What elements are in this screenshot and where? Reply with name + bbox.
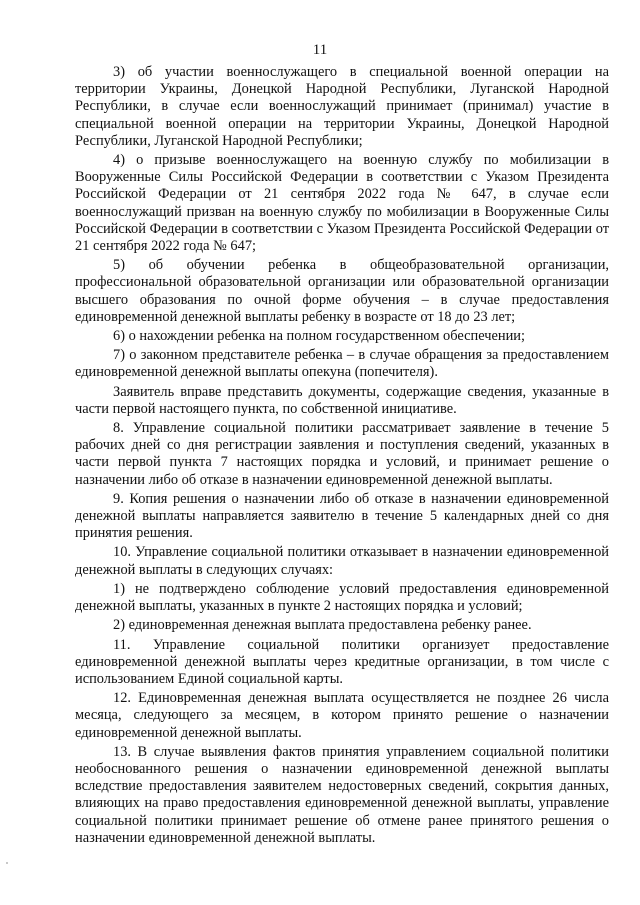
paragraph-section-8: 8. Управление социальной политики рассматривает заявление в течение 5 рабочих дней со дня регистрации заявления и поступления сведений, указанных в части первой пункта 7 настоящих порядка и условий, и принимает решение о назначении либо об отказе в назначении единовременной денежной выплаты.	[75, 420, 609, 488]
paragraph-item-7: 7) о законном представителе ребенка – в случае обращения за предоставлением единовременной денежной выплаты опекуна (попечителя).	[75, 347, 609, 381]
paragraph-section-13: 13. В случае выявления фактов принятия управлением социальной политики необоснованного решения о назначении единовременной денежной выплаты вследствие предоставления заявителем недостоверных сведений, сокрытия данных, влияющих на право предоставления единовременной денежной выплаты, управление социальной политики принимает решение об отмене ранее принятого решения о назначении единовременной денежной выплаты.	[75, 743, 609, 846]
paragraph-applicant-right: Заявитель вправе представить документы, содержащие сведения, указанные в части первой настоящего пункта, по собственной инициативе.	[75, 383, 609, 417]
paragraph-item-6: 6) о нахождении ребенка на полном государственном обеспечении;	[113, 328, 525, 345]
paragraph-section-10-item-2: 2) единовременная денежная выплата предоставлена ребенку ранее.	[113, 617, 532, 634]
paragraph-section-10: 10. Управление социальной политики отказывает в назначении единовременной денежной выплаты в следующих случаях:	[75, 544, 609, 578]
paragraph-section-10-item-1: 1) не подтверждено соблюдение условий предоставления единовременной денежной выплаты, указанных в пункте 2 настоящих порядка и условий;	[75, 580, 609, 615]
paragraph-section-11: 11. Управление социальной политики организует предоставление единовременной денежной выплаты через кредитные организации, в том числе с использованием Единой социальной карты.	[75, 636, 609, 687]
scan-speck	[6, 862, 8, 864]
paragraph-item-5: 5) об обучении ребенка в общеобразовательной организации, профессиональной образовательной организации или образовательной организации высшего образования по очной форме обучения – в случае предоставления единовременной денежной выплаты ребенку в возрасте от 18 до 23 лет;	[75, 257, 609, 325]
page-number: 11	[312, 42, 328, 58]
document-body	[75, 64, 609, 847]
paragraph-section-9: 9. Копия решения о назначении либо об отказе в назначении единовременной денежной выплаты направляется заявителю в течение 5 календарных дней со дня принятия решения.	[75, 490, 609, 542]
paragraph-section-12: 12. Единовременная денежная выплата осуществляется не позднее 26 числа месяца, следующего за месяцем, в котором принято решение о назначении единовременной денежной выплаты.	[75, 690, 609, 741]
paragraph-item-4: 4) о призыве военнослужащего на военную службу по мобилизации в Вооруженные Силы Российской Федерации в соответствии с Указом Президента Российской Федерации от 21 сентября 2022 года № 647, в случае если военнослужащий призван на военную службу по мобилизации в Вооруженные Силы Российской Федерации в соответствии с Указом Президента Российской Федерации от 21 сентября 2022 года № 647;	[75, 152, 609, 255]
paragraph-item-3: 3) об участии военнослужащего в специальной военной операции на территории Украины, Донецкой Народной Республики, Луганской Народной Республики, в случае если военнослужащий принимает (принимал) участие в специальной военной операции на территории Украины, Донецкой Народной Республики, Луганской Народной Республики;	[75, 64, 609, 149]
